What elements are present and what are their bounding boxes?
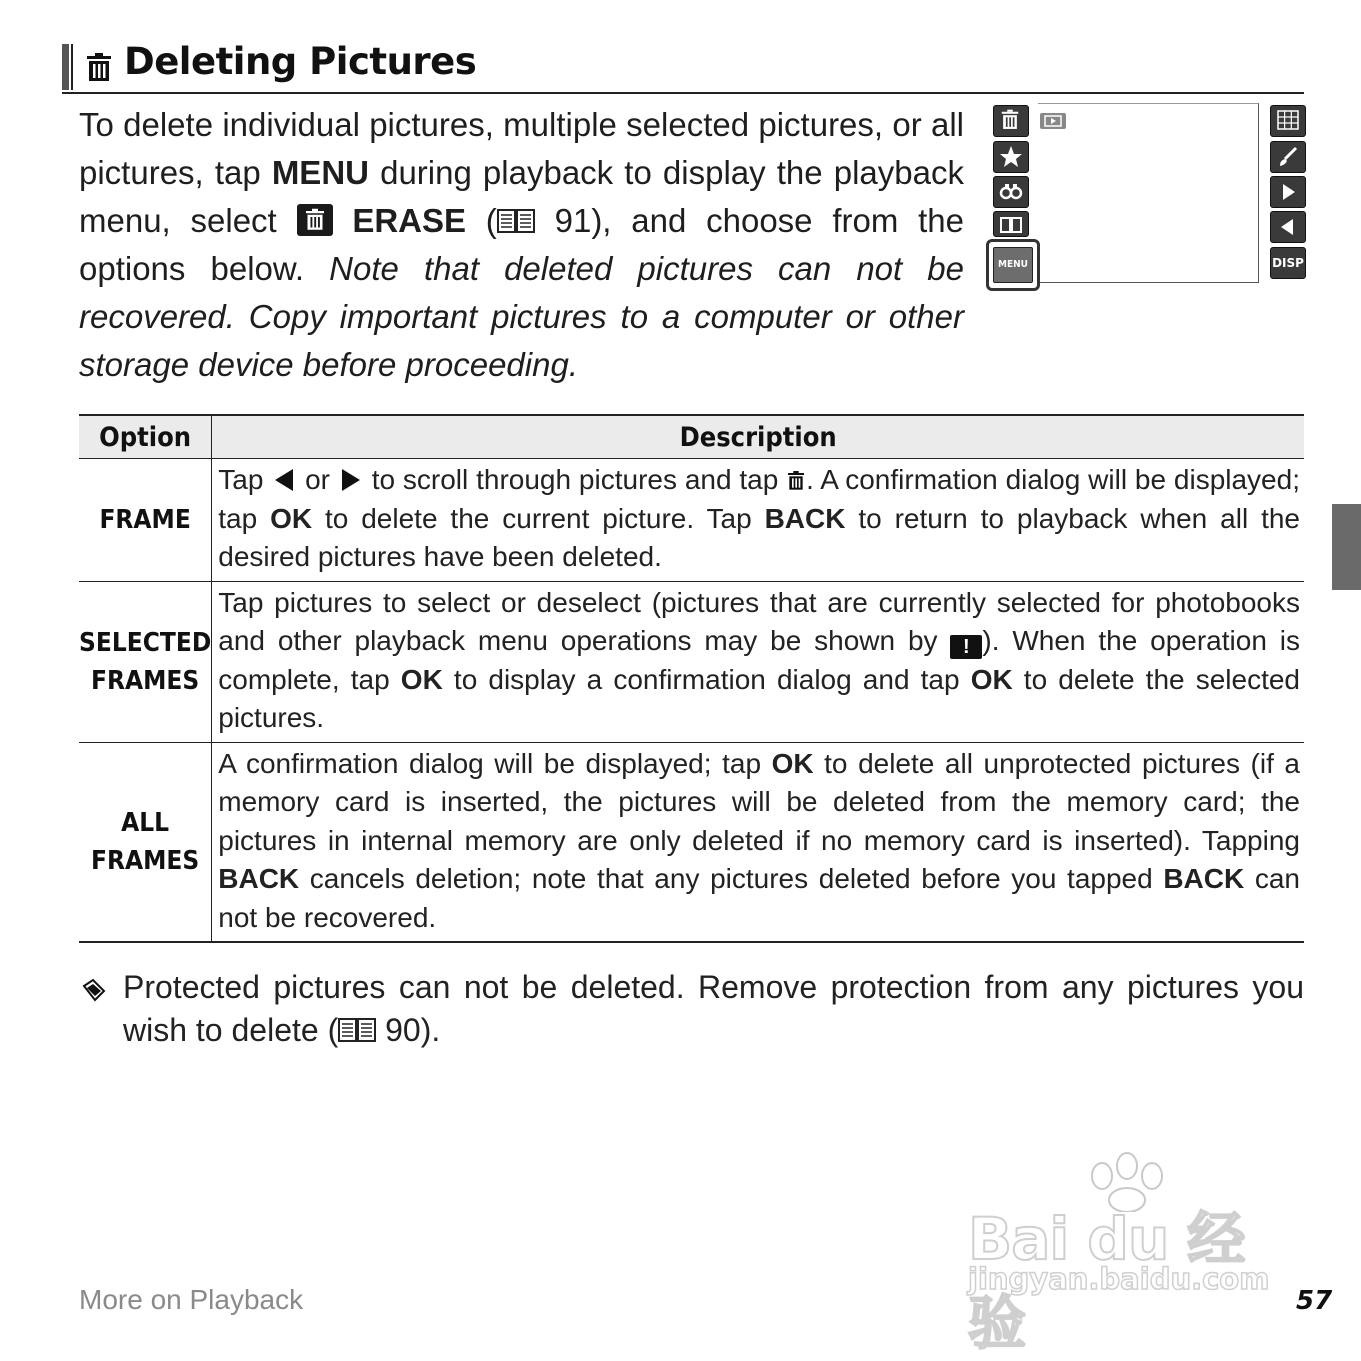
- page-ref: 90: [385, 1012, 421, 1048]
- table-row: [79, 742, 1304, 942]
- table-header-row: [79, 415, 1304, 459]
- ok-keyword: OK: [970, 663, 1013, 695]
- description-text: can not be recovered.: [218, 863, 1300, 933]
- heading-bar-thin: [71, 44, 73, 90]
- option-cell: [79, 459, 212, 582]
- heading-bar: [62, 44, 69, 90]
- description-text: cancels deletion; note that any pictures deleted before you tapped: [299, 863, 1164, 894]
- right-arrow-icon: [338, 467, 364, 493]
- warning-note: Note that deleted pictures can not be recovered. Copy important pictures to a computer or other storage device before proceeding.: [79, 250, 964, 383]
- trash-icon: [786, 470, 806, 492]
- option-label: FRAME: [99, 504, 191, 535]
- intro-text: ), and choose from the options below.: [79, 202, 964, 287]
- note-pencil-icon: [81, 978, 107, 1002]
- description-text: to return to playback when all the desired pictures have been deleted.: [218, 502, 1301, 572]
- intro-text: To delete individual pictures, multiple selected pictures, or all pictures, tap: [79, 106, 964, 191]
- page-ref: 91: [554, 202, 592, 239]
- watermark-url: jingyan.baidu.com: [968, 1262, 1270, 1296]
- column-header-option: Option: [79, 415, 212, 459]
- description-text: to display a confirmation dialog and tap: [442, 663, 971, 695]
- chapter-side-tab: [1332, 504, 1361, 590]
- playback-indicator-icon: [1040, 113, 1066, 129]
- option-label: FRAMES: [91, 845, 200, 876]
- section-heading: [62, 40, 1304, 94]
- intro-paragraph: [79, 101, 964, 389]
- back-keyword: BACK: [1163, 863, 1245, 894]
- selected-marker-icon: !: [950, 635, 982, 659]
- description-text: to scroll through pictures and tap: [363, 464, 787, 495]
- footer-section-title: More on Playback: [79, 1284, 304, 1315]
- intro-text: (: [466, 202, 497, 239]
- next-arrow-screen-button[interactable]: [1270, 176, 1306, 208]
- note-text: Protected pictures can not be deleted. Remove protection from any pictures you wish to delete (: [123, 969, 1304, 1048]
- ok-keyword: OK: [400, 663, 443, 695]
- column-header-description: Description: [212, 415, 1304, 459]
- left-arrow-icon: [271, 467, 297, 493]
- description-cell: [212, 742, 1304, 942]
- table-row: [79, 581, 1304, 742]
- baidu-watermark: [960, 1150, 1290, 1357]
- ok-keyword: OK: [270, 502, 313, 534]
- description-text: or: [297, 464, 338, 495]
- screen-frame: [1038, 103, 1259, 283]
- trash-icon: [84, 52, 114, 84]
- back-keyword: BACK: [218, 863, 300, 894]
- table-row: [79, 459, 1304, 582]
- options-table: [79, 414, 1304, 943]
- menu-keyword: MENU: [271, 154, 369, 191]
- description-text: to delete the selected pictures.: [218, 663, 1300, 733]
- favorite-screen-button[interactable]: [993, 141, 1029, 173]
- description-text: to delete the current picture. Tap: [312, 502, 765, 534]
- option-label: SELECTED: [79, 627, 212, 658]
- protection-note: [79, 966, 1304, 1052]
- erase-screen-button[interactable]: [993, 105, 1029, 137]
- menu-screen-button[interactable]: MENU: [993, 247, 1033, 283]
- description-text: A confirmation dialog will be displayed; tap: [218, 747, 772, 779]
- disp-screen-button[interactable]: DISP: [1270, 247, 1306, 279]
- book-icon: [497, 208, 535, 234]
- option-label: FRAMES: [91, 665, 200, 696]
- ok-keyword: OK: [771, 747, 814, 779]
- description-text: Tap: [218, 464, 272, 495]
- photobook-screen-button[interactable]: [993, 211, 1029, 237]
- option-cell: [79, 581, 212, 742]
- erase-keyword: ERASE: [352, 202, 467, 239]
- option-label: ALL: [121, 807, 170, 838]
- camera-screen: [988, 103, 1308, 283]
- prev-arrow-screen-button[interactable]: [1270, 211, 1306, 243]
- brush-screen-button[interactable]: [1270, 141, 1306, 173]
- page-number: 57: [1296, 1286, 1333, 1316]
- grid-view-screen-button[interactable]: [1270, 105, 1306, 137]
- menu-button-highlight: [986, 239, 1040, 291]
- search-screen-button[interactable]: [993, 176, 1029, 208]
- book-icon: [338, 1017, 376, 1043]
- description-text: Tap pictures to select or deselect (pictures that are currently selected for photobooks and other playback menu operations may be shown by: [218, 586, 1300, 656]
- description-cell: [212, 459, 1304, 582]
- watermark-brand: Bai du 经验: [968, 1205, 1245, 1357]
- description-cell: [212, 581, 1304, 742]
- intro-text: during playback to display the playback menu, select: [79, 154, 964, 239]
- note-text: ).: [420, 1012, 441, 1048]
- description-text: to delete all unprotected pictures (if a memory card is inserted, the pictures will be deleted from the memory card; the pictures in internal memory are only deleted if no memory card is inserted). Tapping: [218, 747, 1301, 856]
- erase-icon: [297, 204, 333, 236]
- option-cell: [79, 742, 212, 942]
- page-title: Deleting Pictures: [124, 40, 477, 83]
- description-text: ). When the operation is complete, tap: [218, 625, 1300, 695]
- description-text: . A confirmation dialog will be displayed; tap: [218, 464, 1300, 534]
- back-keyword: BACK: [764, 502, 846, 534]
